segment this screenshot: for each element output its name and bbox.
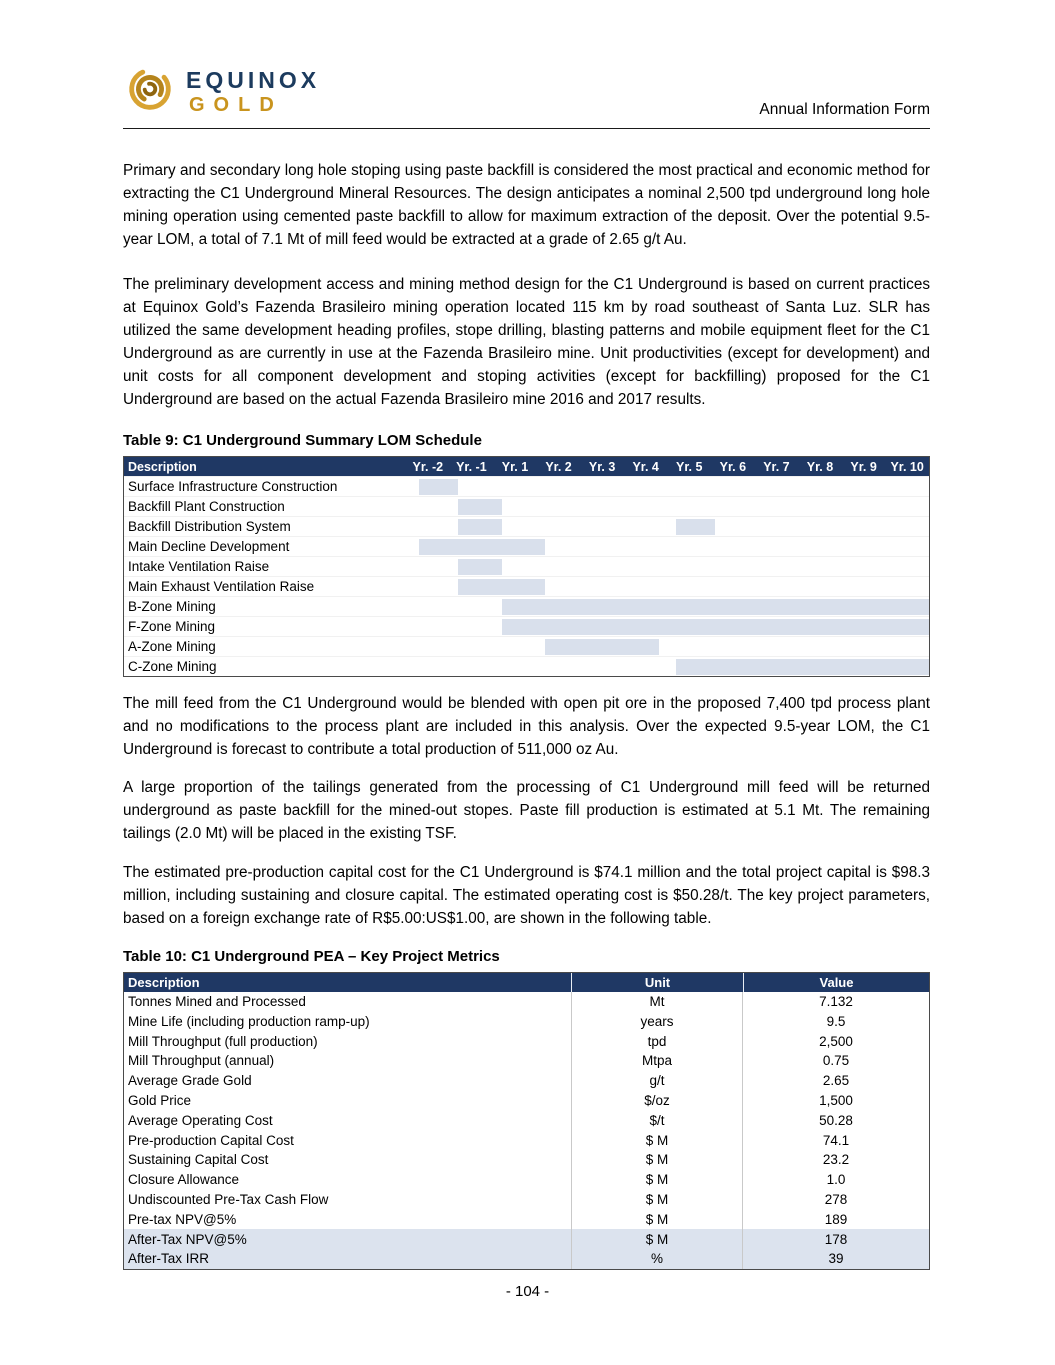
metrics-cell-value: 2,500 [819, 1033, 853, 1049]
metrics-header-value: Value [743, 973, 929, 992]
metrics-cell-value: 2.65 [822, 1073, 850, 1089]
table10-title: Table 10: C1 Underground PEA – Key Project Metrics [123, 947, 500, 965]
metrics-cell-unit: $ M [571, 1130, 743, 1150]
gantt-description-header: Description [128, 459, 197, 474]
paragraph: The estimated pre-production capital cost for the C1 Underground is $74.1 million and the total project capital is $98.3 million, including sustaining and closure capital. The estimated operating cost is $50.28/t. The key project parameters, based on a foreign exchange rate of R$5.00:US$1.00, are shown in the following table. [123, 863, 930, 927]
metrics-cell-value: 9.5 [826, 1013, 846, 1029]
gantt-year-header: Yr. 1 [501, 459, 529, 474]
metrics-row [124, 1110, 929, 1130]
metrics-cell-value: 1,500 [819, 1092, 853, 1108]
gantt-timeline [406, 557, 929, 576]
gantt-year-header: Yr. 5 [676, 459, 703, 474]
metrics-row [124, 1209, 929, 1229]
metrics-cell-value: 1.0 [826, 1172, 846, 1188]
gantt-row [124, 616, 929, 636]
metrics-table [123, 972, 930, 1270]
metrics-cell-unit: $/t [571, 1110, 743, 1130]
gantt-bar [458, 499, 502, 515]
paragraph: The mill feed from the C1 Underground would be blended with open pit ore in the proposed 7,400 tpd process plant and no modifications to the process plant are included in this analysis. Over the expected 9.5-year LOM, the C1 Underground is forecast to contribute a total production of 511,000 oz Au. [123, 695, 930, 758]
gantt-timeline [406, 497, 929, 516]
page-header [123, 0, 930, 129]
gantt-bar [502, 619, 929, 635]
gantt-row-label: Surface Infrastructure Construction [128, 479, 338, 494]
metrics-row [124, 992, 929, 1012]
gantt-row [124, 516, 929, 536]
brand-logo [123, 62, 320, 121]
metrics-cell-value: 178 [824, 1231, 848, 1247]
gantt-bar [545, 639, 658, 655]
metrics-cell-unit: g/t [571, 1071, 743, 1091]
equinox-gold-logo-icon [123, 62, 177, 121]
gantt-bar [458, 579, 545, 595]
paragraph: Primary and secondary long hole stoping using paste backfill is considered the most practical and economic method for extracting the C1 Underground Mineral Resources. The design anticipates a nominal 2,500 tpd underground long hole mining operation using cemented paste backfill to allow for maximum extraction of the deposit. Over the potential 9.5-year LOM, a total of 7.1 Mt of mill feed would be extracted at a grade of 2.65 g/t Au. [123, 162, 930, 248]
metrics-cell-unit: $ M [571, 1190, 743, 1210]
metrics-cell-value: 23.2 [822, 1152, 850, 1168]
gantt-row [124, 496, 929, 516]
gantt-year-header: Yr. 7 [763, 459, 790, 474]
metrics-row [124, 1150, 929, 1170]
gantt-year-header: Yr. 3 [588, 459, 616, 474]
metrics-cell-description: Gold Price [128, 1092, 192, 1108]
metrics-cell-unit: $/oz [571, 1091, 743, 1111]
metrics-cell-description: Tonnes Mined and Processed [128, 993, 306, 1009]
metrics-row [124, 1130, 929, 1150]
brand-name [186, 66, 321, 116]
page-content [123, 0, 930, 1270]
metrics-cell-description: Average Grade Gold [128, 1073, 252, 1089]
gantt-year-header: Yr. 8 [806, 459, 834, 474]
metrics-cell-unit: $ M [571, 1229, 743, 1249]
gantt-row [124, 576, 929, 596]
metrics-row [124, 1031, 929, 1051]
metrics-header-unit: Unit [571, 973, 743, 992]
metrics-row [124, 1249, 929, 1269]
metrics-cell-description: Sustaining Capital Cost [128, 1152, 269, 1168]
document-title: Annual Information Form [759, 101, 930, 118]
gantt-row-label: Backfill Distribution System [128, 519, 291, 534]
metrics-header-row [124, 973, 929, 992]
gantt-row-label: Backfill Plant Construction [128, 499, 285, 514]
gantt-year-header: Yr. 2 [545, 459, 572, 474]
gantt-year-header: Yr. -2 [412, 459, 444, 474]
gantt-timeline [406, 617, 929, 636]
metrics-cell-description: Mill Throughput (full production) [128, 1033, 318, 1049]
page-number: - 104 - [505, 1283, 550, 1300]
gantt-row-label: Main Exhaust Ventilation Raise [128, 579, 315, 594]
gantt-timeline [406, 517, 929, 536]
gantt-bar [502, 599, 929, 615]
gantt-timeline [406, 657, 929, 676]
metrics-header-description: Description [128, 974, 200, 990]
metrics-cell-value: 39 [828, 1251, 844, 1267]
metrics-body [124, 992, 929, 1269]
gantt-timeline [406, 597, 929, 616]
metrics-cell-value: 7.132 [819, 993, 853, 1009]
metrics-cell-value: 0.75 [822, 1053, 850, 1069]
gantt-row [124, 596, 929, 616]
metrics-row [124, 1051, 929, 1071]
metrics-cell-description: Pre-production Capital Cost [128, 1132, 294, 1148]
gantt-bar [458, 559, 502, 575]
gantt-row [124, 656, 929, 676]
metrics-row [124, 1071, 929, 1091]
metrics-cell-value: 278 [824, 1191, 848, 1207]
gantt-timeline [406, 537, 929, 556]
gantt-row-label: B-Zone Mining [128, 599, 216, 614]
gantt-row [124, 476, 929, 496]
gantt-header-row [124, 457, 929, 476]
gantt-timeline [406, 637, 929, 656]
metrics-cell-value: 189 [824, 1211, 848, 1227]
gantt-row [124, 536, 929, 556]
metrics-cell-unit: years [571, 1011, 743, 1031]
metrics-cell-description: After-Tax IRR [128, 1251, 210, 1267]
metrics-cell-description: Pre-tax NPV@5% [128, 1211, 237, 1227]
metrics-cell-unit: $ M [571, 1209, 743, 1229]
gantt-table [123, 456, 930, 677]
metrics-cell-unit: $ M [571, 1170, 743, 1190]
gantt-year-header: Yr. 10 [890, 459, 924, 474]
paragraph: A large proportion of the tailings generated from the processing of C1 Underground mill feed will be returned underground as paste backfill for the mined-out stopes. Paste fill production is estimated at 5.1 Mt. The remaining tailings (2.0 Mt) will be placed in the existing TSF. [123, 779, 930, 843]
paragraph: The preliminary development access and mining method design for the C1 Underground is based on current practices at Equinox Gold’s Fazenda Brasileiro mining operation located 115 km by road southeast of Santa Luz. SLR has utilized the same development heading profiles, stope drilling, blasting patterns and mobile equipment fleet for the C1 Underground as are currently in use at the Fazenda Brasileiro mine. Unit productivities (except for development) and unit costs for all component development and stoping activities (except for backfilling) proposed for the C1 Underground are based on the actual Fazenda Brasileiro mine 2016 and 2017 results. [123, 276, 930, 408]
gantt-row-label: Main Decline Development [128, 539, 290, 554]
gantt-body [124, 476, 929, 676]
metrics-cell-description: After-Tax NPV@5% [128, 1231, 247, 1247]
gantt-timeline [406, 577, 929, 596]
metrics-cell-description: Average Operating Cost [128, 1112, 273, 1128]
gantt-bar [676, 659, 929, 675]
metrics-cell-unit: % [571, 1249, 743, 1269]
gantt-timeline [406, 477, 929, 496]
gantt-year-header: Yr. 9 [850, 459, 877, 474]
brand-name-equinox: EQUINOX [186, 66, 321, 93]
gantt-bar [419, 539, 545, 555]
gantt-year-header: Yr. 6 [719, 459, 747, 474]
metrics-cell-description: Mine Life (including production ramp-up) [128, 1013, 370, 1029]
metrics-cell-value: 74.1 [822, 1132, 850, 1148]
metrics-row [124, 1011, 929, 1031]
gantt-bar [458, 519, 502, 535]
gantt-row-label: F-Zone Mining [128, 619, 216, 634]
metrics-cell-unit: Mtpa [571, 1051, 743, 1071]
gantt-row [124, 636, 929, 656]
metrics-cell-unit: $ M [571, 1150, 743, 1170]
gantt-year-header: Yr. 4 [632, 459, 659, 474]
gantt-row-label: Intake Ventilation Raise [128, 559, 270, 574]
gantt-row-label: A-Zone Mining [128, 639, 216, 654]
metrics-cell-description: Closure Allowance [128, 1172, 240, 1188]
gantt-row [124, 556, 929, 576]
gantt-bar [676, 519, 715, 535]
metrics-cell-description: Undiscounted Pre-Tax Cash Flow [128, 1191, 329, 1207]
gantt-bar [419, 479, 458, 495]
gantt-year-headers [406, 460, 929, 474]
gantt-year-header: Yr. -1 [456, 459, 487, 474]
metrics-cell-unit: tpd [571, 1031, 743, 1051]
table9-title: Table 9: C1 Underground Summary LOM Schedule [123, 432, 482, 449]
metrics-row [124, 1170, 929, 1190]
metrics-cell-value: 50.28 [819, 1112, 853, 1128]
metrics-row [124, 1190, 929, 1210]
metrics-cell-unit: Mt [571, 992, 743, 1012]
brand-name-gold: GOLD [189, 93, 283, 116]
metrics-row [124, 1091, 929, 1111]
metrics-row [124, 1229, 929, 1249]
metrics-cell-description: Mill Throughput (annual) [128, 1053, 275, 1069]
gantt-row-label: C-Zone Mining [128, 659, 217, 674]
